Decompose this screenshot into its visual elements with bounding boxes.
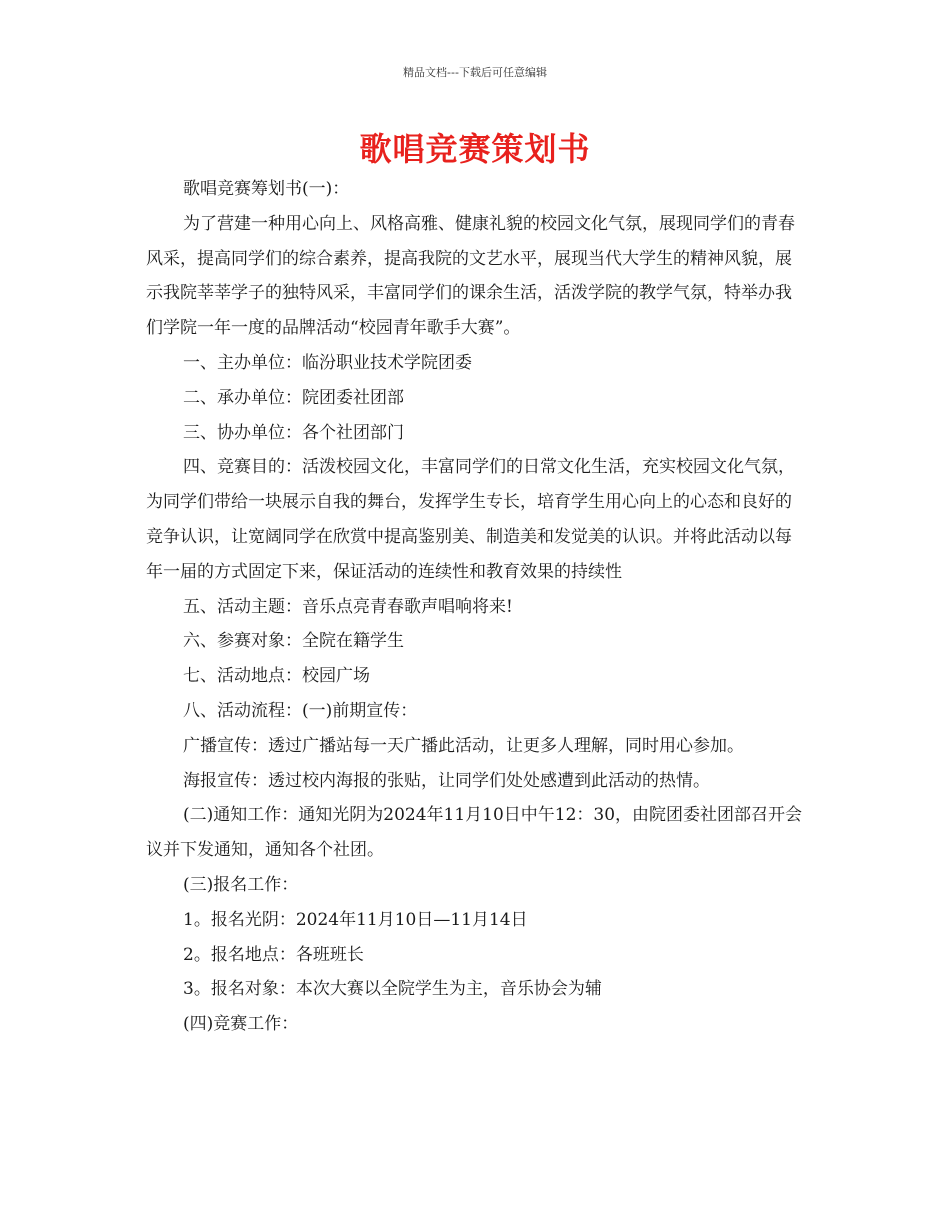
paragraph: 四、竞赛目的：活泼校园文化，丰富同学们的日常文化生活，充实校园文化气氛，为同学们带给一块展示自我的舞台，发挥学生专长，培育学生用心向上的心态和良好的竞争认识，让宽阔同学在欣赏中提高鉴别美、制造美和发觉美的认识。并将此活动以每年一届的方式固定下来，保证活动的连续性和教育效果的持续性 bbox=[146, 457, 795, 582]
paragraph: 二、承办单位：院团委社团部 bbox=[183, 387, 404, 408]
paragraph: (三)报名工作： bbox=[183, 874, 299, 895]
paragraph: 1。报名光阴：2024年11月10日—11月14日 bbox=[183, 909, 528, 930]
paragraph: 一、主办单位：临汾职业技术学院团委 bbox=[183, 352, 472, 373]
paragraph: 歌唱竞赛筹划书(一)： bbox=[183, 179, 350, 199]
paragraph: 为了营建一种用心向上、风格高雅、健康礼貌的校园文化气氛，展现同学们的青春风采，提高同学们的综合素养，提高我院的文艺水平，展现当代大学生的精神风貌，展示我院莘莘学子的独特风采，丰富同学们的课余生活，活泼学院的教学气氛，特举办我们学院一年一度的品牌活动“校园青年歌手大赛”。 bbox=[146, 213, 795, 339]
paragraph: 广播宣传：透过广播站每一天广播此活动，让更多人理解，同时用心参加。 bbox=[183, 735, 744, 756]
paragraph: (二)通知工作：通知光阴为2024年11月10日中午12：30，由院团委社团部召开会议并下发通知，通知各个社团。 bbox=[146, 805, 803, 861]
paragraph: 六、参赛对象：全院在籍学生 bbox=[183, 631, 404, 652]
header-note: 精品文档---下载后可任意编辑 bbox=[403, 66, 547, 79]
paragraph: 3。报名对象：本次大赛以全院学生为主，音乐协会为辅 bbox=[183, 979, 602, 1000]
paragraph: 海报宣传：透过校内海报的张贴，让同学们处处感遭到此活动的热情。 bbox=[183, 770, 710, 791]
paragraph: (四)竞赛工作： bbox=[183, 1014, 299, 1035]
document-body bbox=[146, 172, 806, 1042]
paragraph: 五、活动主题：音乐点亮青春歌声唱响将来! bbox=[183, 596, 513, 617]
paragraph: 七、活动地点：校园广场 bbox=[183, 666, 370, 687]
document-title: 歌唱竞赛策划书 bbox=[359, 130, 591, 168]
paragraph: 八、活动流程：(一)前期宣传： bbox=[183, 700, 418, 721]
paragraph: 三、协办单位：各个社团部门 bbox=[183, 422, 404, 443]
paragraph: 2。报名地点：各班班长 bbox=[183, 944, 364, 965]
